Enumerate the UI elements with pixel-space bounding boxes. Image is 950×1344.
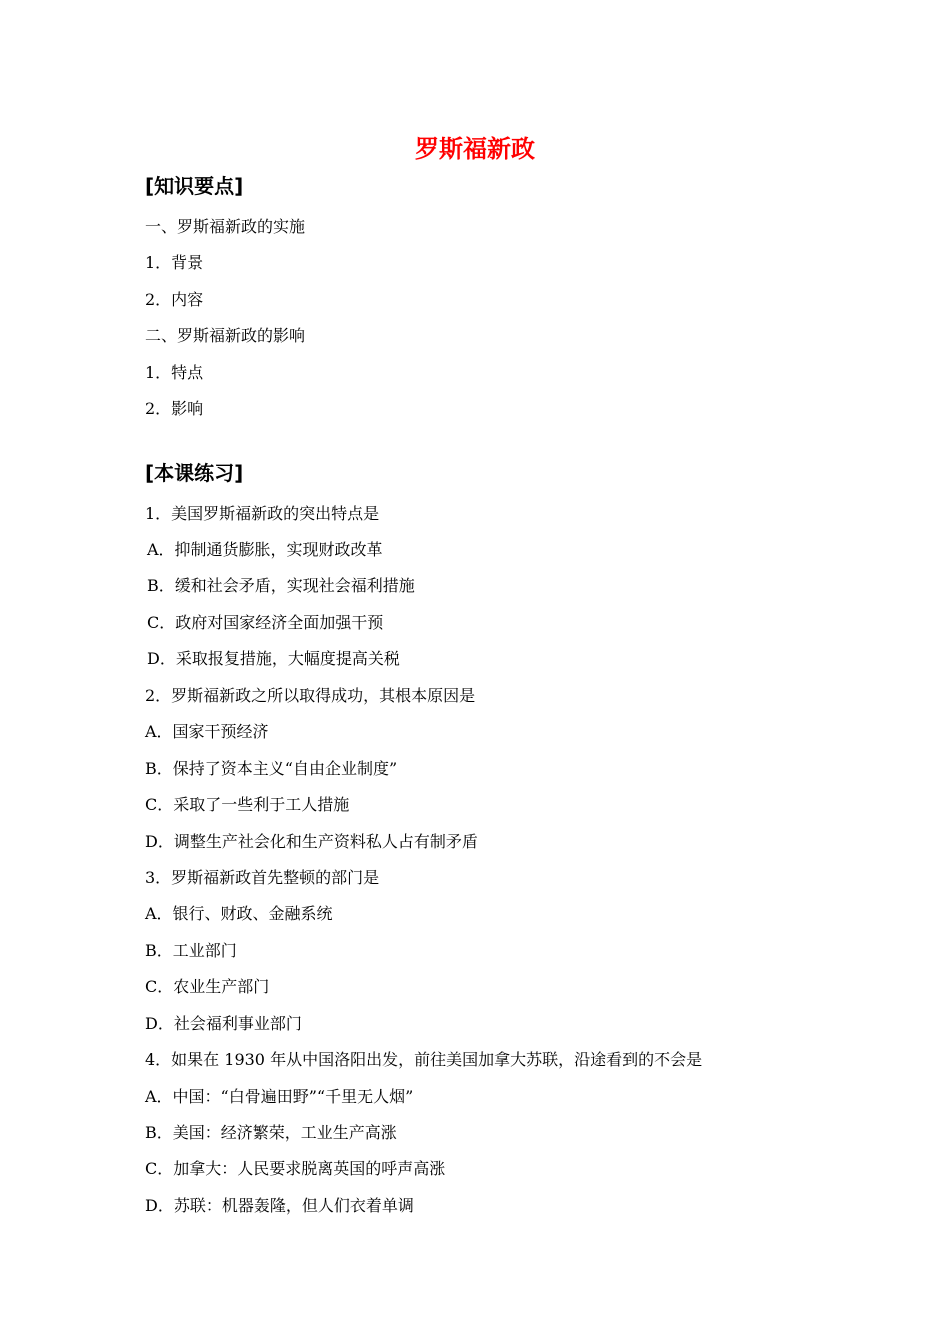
answer-option: D．调整生产社会化和生产资料私人占有制矛盾 xyxy=(145,832,478,851)
answer-option: D．苏联：机器轰隆，但人们衣着单调 xyxy=(145,1196,414,1215)
answer-option: B．保持了资本主义“自由企业制度” xyxy=(145,759,398,778)
answer-option: B．美国：经济繁荣，工业生产高涨 xyxy=(145,1123,397,1142)
answer-option: D．采取报复措施，大幅度提高关税 xyxy=(147,649,400,668)
question-stem: 2．罗斯福新政之所以取得成功，其根本原因是 xyxy=(145,686,476,705)
answer-option: C．政府对国家经济全面加强干预 xyxy=(147,613,384,632)
answer-option: A．银行、财政、金融系统 xyxy=(145,904,333,923)
outline-item: 一、罗斯福新政的实施 xyxy=(145,217,306,236)
answer-option: A．中国：“白骨遍田野”“千里无人烟” xyxy=(145,1087,414,1106)
question-stem: 4．如果在 1930 年从中国洛阳出发，前往美国加拿大苏联，沿途看到的不会是 xyxy=(145,1050,703,1069)
question-stem: 3．罗斯福新政首先整顿的部门是 xyxy=(145,868,380,887)
section-heading-knowledge: [知识要点] xyxy=(145,174,244,198)
answer-option: B．缓和社会矛盾，实现社会福利措施 xyxy=(147,576,415,595)
outline-item: 2．影响 xyxy=(145,399,204,418)
answer-option: D．社会福利事业部门 xyxy=(145,1014,302,1033)
section-heading-exercises: [本课练习] xyxy=(145,461,244,485)
answer-option: A．抑制通货膨胀，实现财政改革 xyxy=(147,540,383,559)
answer-option: C．加拿大：人民要求脱离英国的呼声高涨 xyxy=(145,1159,446,1178)
outline-item: 二、罗斯福新政的影响 xyxy=(145,326,306,345)
answer-option: B．工业部门 xyxy=(145,941,237,960)
answer-option: C．农业生产部门 xyxy=(145,977,270,996)
question-stem: 1．美国罗斯福新政的突出特点是 xyxy=(145,504,380,523)
page-title: 罗斯福新政 xyxy=(415,135,535,163)
outline-item: 1．特点 xyxy=(145,363,204,382)
outline-item: 1．背景 xyxy=(145,253,204,272)
outline-item: 2．内容 xyxy=(145,290,204,309)
answer-option: C．采取了一些利于工人措施 xyxy=(145,795,350,814)
answer-option: A．国家干预经济 xyxy=(145,722,269,741)
